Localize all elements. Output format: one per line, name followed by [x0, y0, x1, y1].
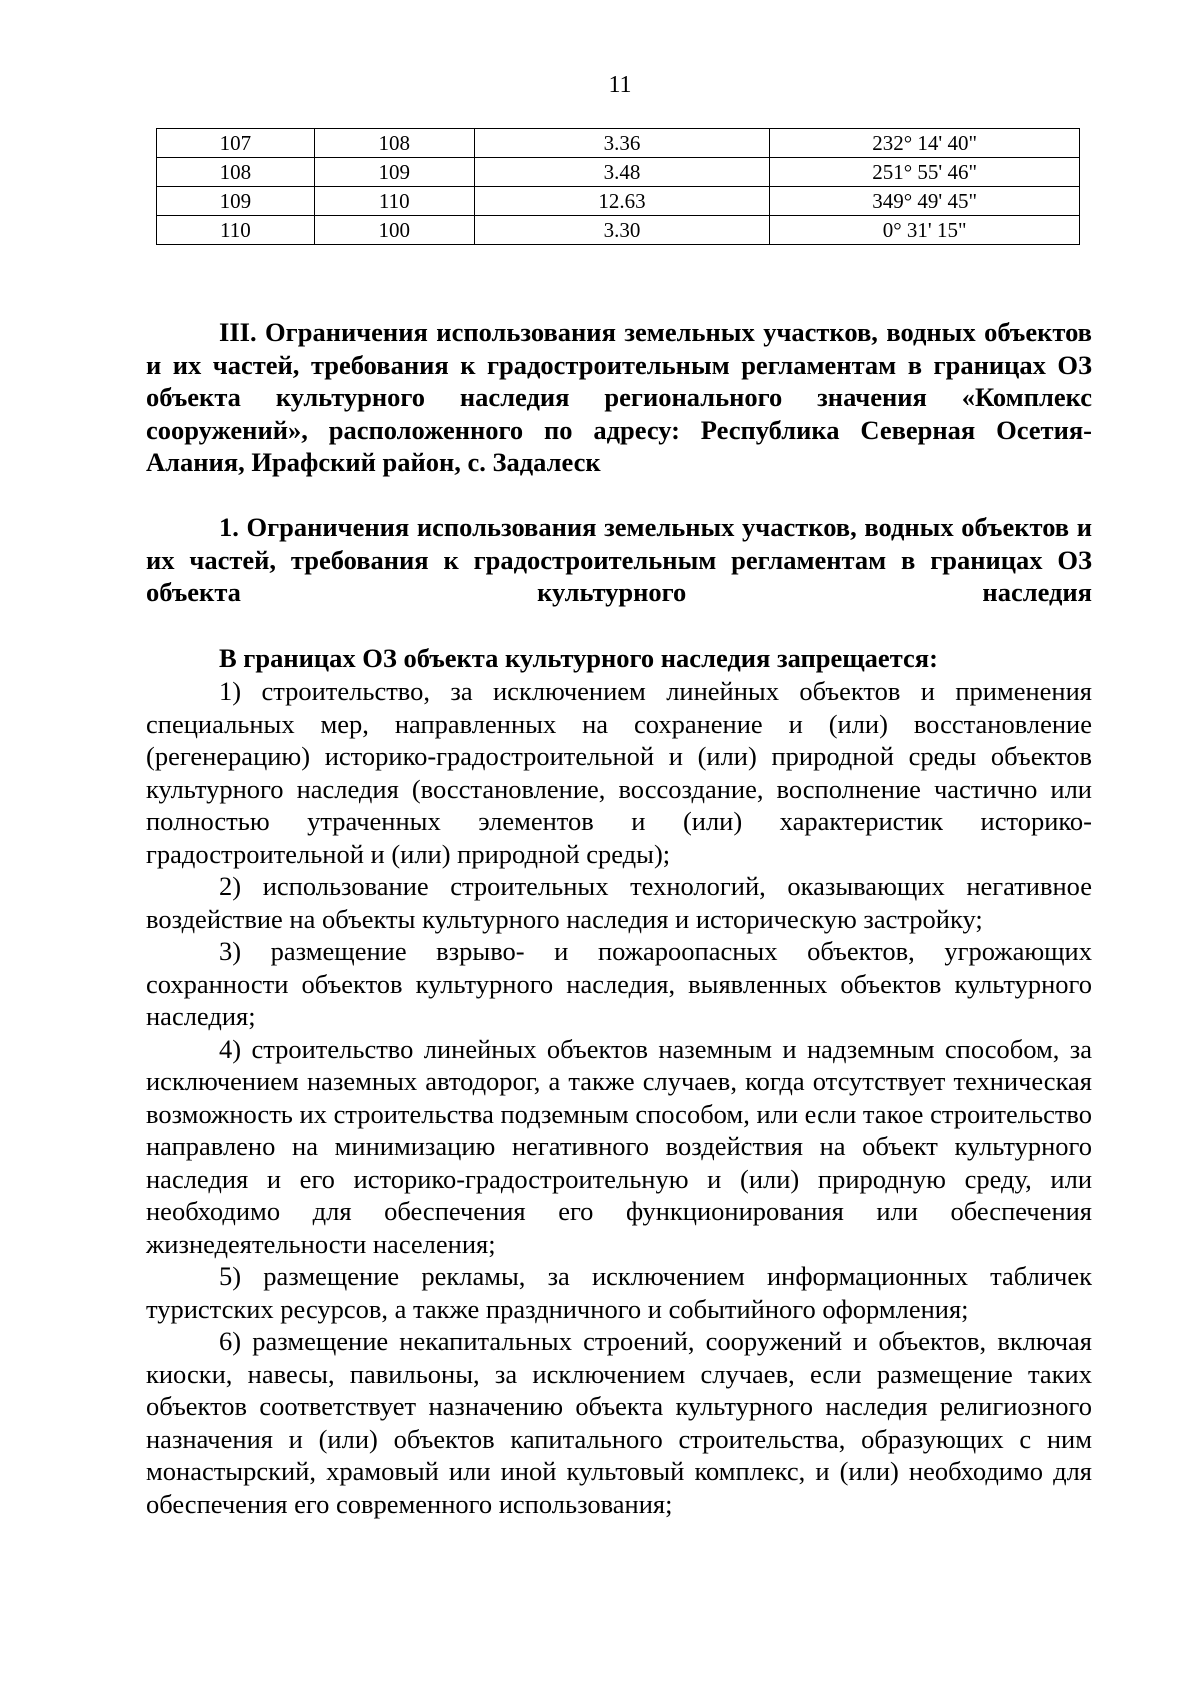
subsection-title: 1. Ограничения использования земельных участков, водных объектов и их частей, требования к градостроительным регламентам в границах ОЗ объекта культурного наследия: [146, 512, 1092, 607]
table-cell-to-point: 109: [314, 158, 474, 187]
page-number: 11: [608, 72, 632, 98]
table-row: [157, 158, 1080, 187]
list-item: 6) размещение некапитальных строений, сооружений и объектов, включая киоски, навесы, павильоны, за исключением случаев, если размещение таких объектов соответствует назначению объекта культурного наследия религиозного назначения и (или) объектов капитального строительства, образующих с ним монастырский, храмовый или иной культовый комплекс, и (или) необходимо для обеспечения его современного использования;: [146, 1326, 1092, 1519]
table-row: [157, 129, 1080, 158]
coordinates-table: [156, 128, 1080, 245]
table-cell-from-point: 110: [157, 216, 315, 245]
prohibited-heading: В границах ОЗ объекта культурного наследия запрещается:: [219, 643, 938, 673]
table-cell-distance: 3.30: [474, 216, 770, 245]
table-cell-from-point: 109: [157, 187, 315, 216]
table-cell-bearing: 232° 14' 40": [770, 129, 1080, 158]
table-row: [157, 187, 1080, 216]
table-cell-to-point: 110: [314, 187, 474, 216]
table-cell-to-point: 100: [314, 216, 474, 245]
list-item: 2) использование строительных технологий, оказывающих негативное воздействие на объекты культурного наследия и историческую застройку;: [146, 871, 1092, 934]
table-cell-distance: 3.36: [474, 129, 770, 158]
list-item: 5) размещение рекламы, за исключением информационных табличек туристских ресурсов, а также праздничного и событийного оформления;: [146, 1261, 1092, 1324]
table-cell-bearing: 0° 31' 15": [770, 216, 1080, 245]
table-cell-distance: 3.48: [474, 158, 770, 187]
section-title: III. Ограничения использования земельных участков, водных объектов и их частей, требования к градостроительным регламентам в границах ОЗ объекта культурного наследия регионального значения «Комплекс сооружений», расположенного по адресу: Республика Северная Осетия-Алания, Ирафский район, с. Задалеск: [146, 317, 1092, 477]
list-item: 4) строительство линейных объектов наземным и надземным способом, за исключением наземных автодорог, а также случаев, когда отсутствует техническая возможность их строительства подземным способом, или если такое строительство направлено на минимизацию негативного воздействия на объект культурного наследия и его историко-градостроительную и (или) природную среду, или необходимо для обеспечения его функционирования или обеспечения жизнедеятельности населения;: [146, 1033, 1092, 1259]
table-cell-to-point: 108: [314, 129, 474, 158]
prohibited-items-list: [146, 675, 1092, 1520]
table-row: [157, 216, 1080, 245]
table-cell-bearing: 349° 49' 45": [770, 187, 1080, 216]
table-cell-bearing: 251° 55' 46": [770, 158, 1080, 187]
table-cell-from-point: 107: [157, 129, 315, 158]
table-cell-distance: 12.63: [474, 187, 770, 216]
list-item: 1) строительство, за исключением линейных объектов и применения специальных мер, направленных на сохранение и (или) восстановление (регенерацию) историко-градостроительной и (или) природной среды объектов культурного наследия (восстановление, воссоздание, восполнение частично или полностью утраченных элементов и (или) характеристик историко-градостроительной и (или) природной среды);: [146, 676, 1092, 869]
list-item: 3) размещение взрыво- и пожароопасных объектов, угрожающих сохранности объектов культурного наследия, выявленных объектов культурного наследия;: [146, 936, 1092, 1031]
table-cell-from-point: 108: [157, 158, 315, 187]
